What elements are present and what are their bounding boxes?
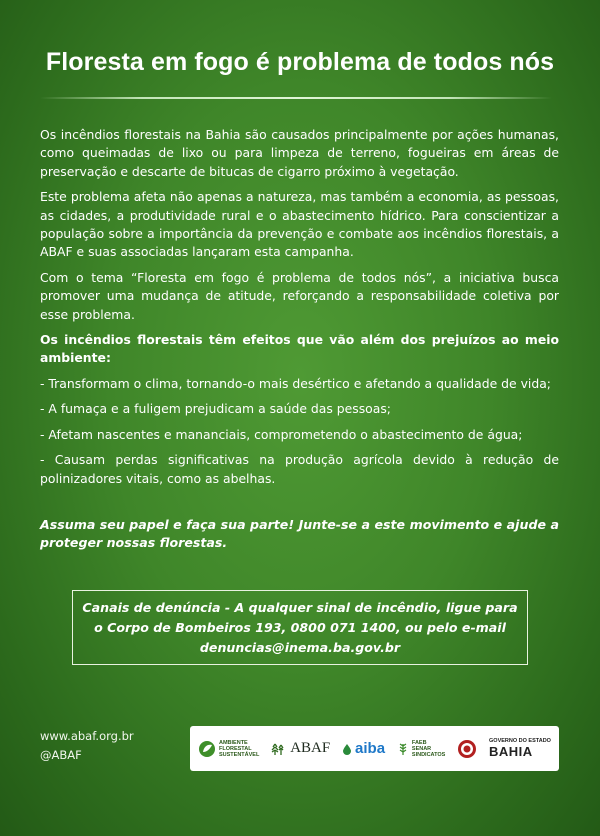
governo-bahia-logo <box>489 738 551 759</box>
paragraph: Os incêndios florestais na Bahia são causados principalmente por ações humanas, como queimadas de lixo ou para limpeza de terreno, fogueiras em áreas de preservação e descarte de bitucas de cigarro próximo à vegetação. <box>40 127 559 179</box>
denuncia-text: Canais de denúncia - A qualquer sinal de incêndio, ligue para o Corpo de Bombeiros 193, 0800 071 1400, ou pelo e-mail denuncias@inema.ba.gov.br <box>82 599 518 655</box>
title-divider <box>40 97 552 99</box>
paragraph: Com o tema “Floresta em fogo é problema de todos nós”, a iniciativa busca promover uma mudança de atitude, reforçando a responsabilidade coletiva por esse problema. <box>40 269 559 322</box>
faeb-senar-text: FAEB SENAR SINDICATOS <box>411 739 446 758</box>
call-to-action: Assuma seu papel e faça sua parte! Junte-se a este movimento e ajude a proteger nossas florestas. <box>40 516 559 551</box>
faeb-senar-logo <box>397 740 445 758</box>
badge-icon <box>457 739 477 759</box>
aiba-logo <box>342 740 385 757</box>
effects-heading: Os incêndios florestais têm efeitos que vão além dos prejuízos ao meio ambiente: <box>40 332 559 366</box>
tree-icon <box>271 741 287 757</box>
abaf-logo-text: ABAF <box>290 740 331 756</box>
footer-contact <box>40 727 134 765</box>
page-title: Floresta em fogo é problema de todos nós <box>45 48 555 76</box>
ambiente-florestal-logo <box>198 740 259 758</box>
denuncia-box <box>72 590 528 665</box>
social-handle[interactable]: @ABAF <box>40 748 82 762</box>
effect-item: - A fumaça e a fuligem prejudicam a saúde das pessoas; <box>40 401 391 417</box>
wheat-icon <box>397 742 409 756</box>
governo-bahia-text: GOVERNO DO ESTADO BAHIA <box>489 738 551 759</box>
paragraph: Este problema afeta não apenas a natureza, mas também a economia, as pessoas, as cidades, a produtividade rural e o abastecimento hídrico. Para conscientizar a população sobre a importância da prevenção e combate aos incêndios florestais, a ABAF e suas associadas lançaram esta campanha. <box>40 189 559 260</box>
drop-icon <box>342 743 352 755</box>
bombeiros-logo <box>457 739 477 759</box>
abaf-logo <box>271 740 330 757</box>
leaf-circle-icon <box>198 740 216 758</box>
ambiente-florestal-text: AMBIENTE FLORESTAL SUSTENTÁVEL <box>219 739 260 758</box>
partner-logos <box>190 726 559 771</box>
effect-item: - Transformam o clima, tornando-o mais desértico e afetando a qualidade de vida; <box>40 375 551 391</box>
aiba-logo-text: aiba <box>355 740 386 757</box>
effect-item: - Afetam nascentes e mananciais, comprometendo o abastecimento de água; <box>40 426 523 442</box>
effect-item: - Causam perdas significativas na produção agrícola devido à redução de polinizadores vitais, como as abelhas. <box>40 452 559 486</box>
body-text <box>40 126 559 560</box>
website-link[interactable]: www.abaf.org.br <box>40 729 134 743</box>
